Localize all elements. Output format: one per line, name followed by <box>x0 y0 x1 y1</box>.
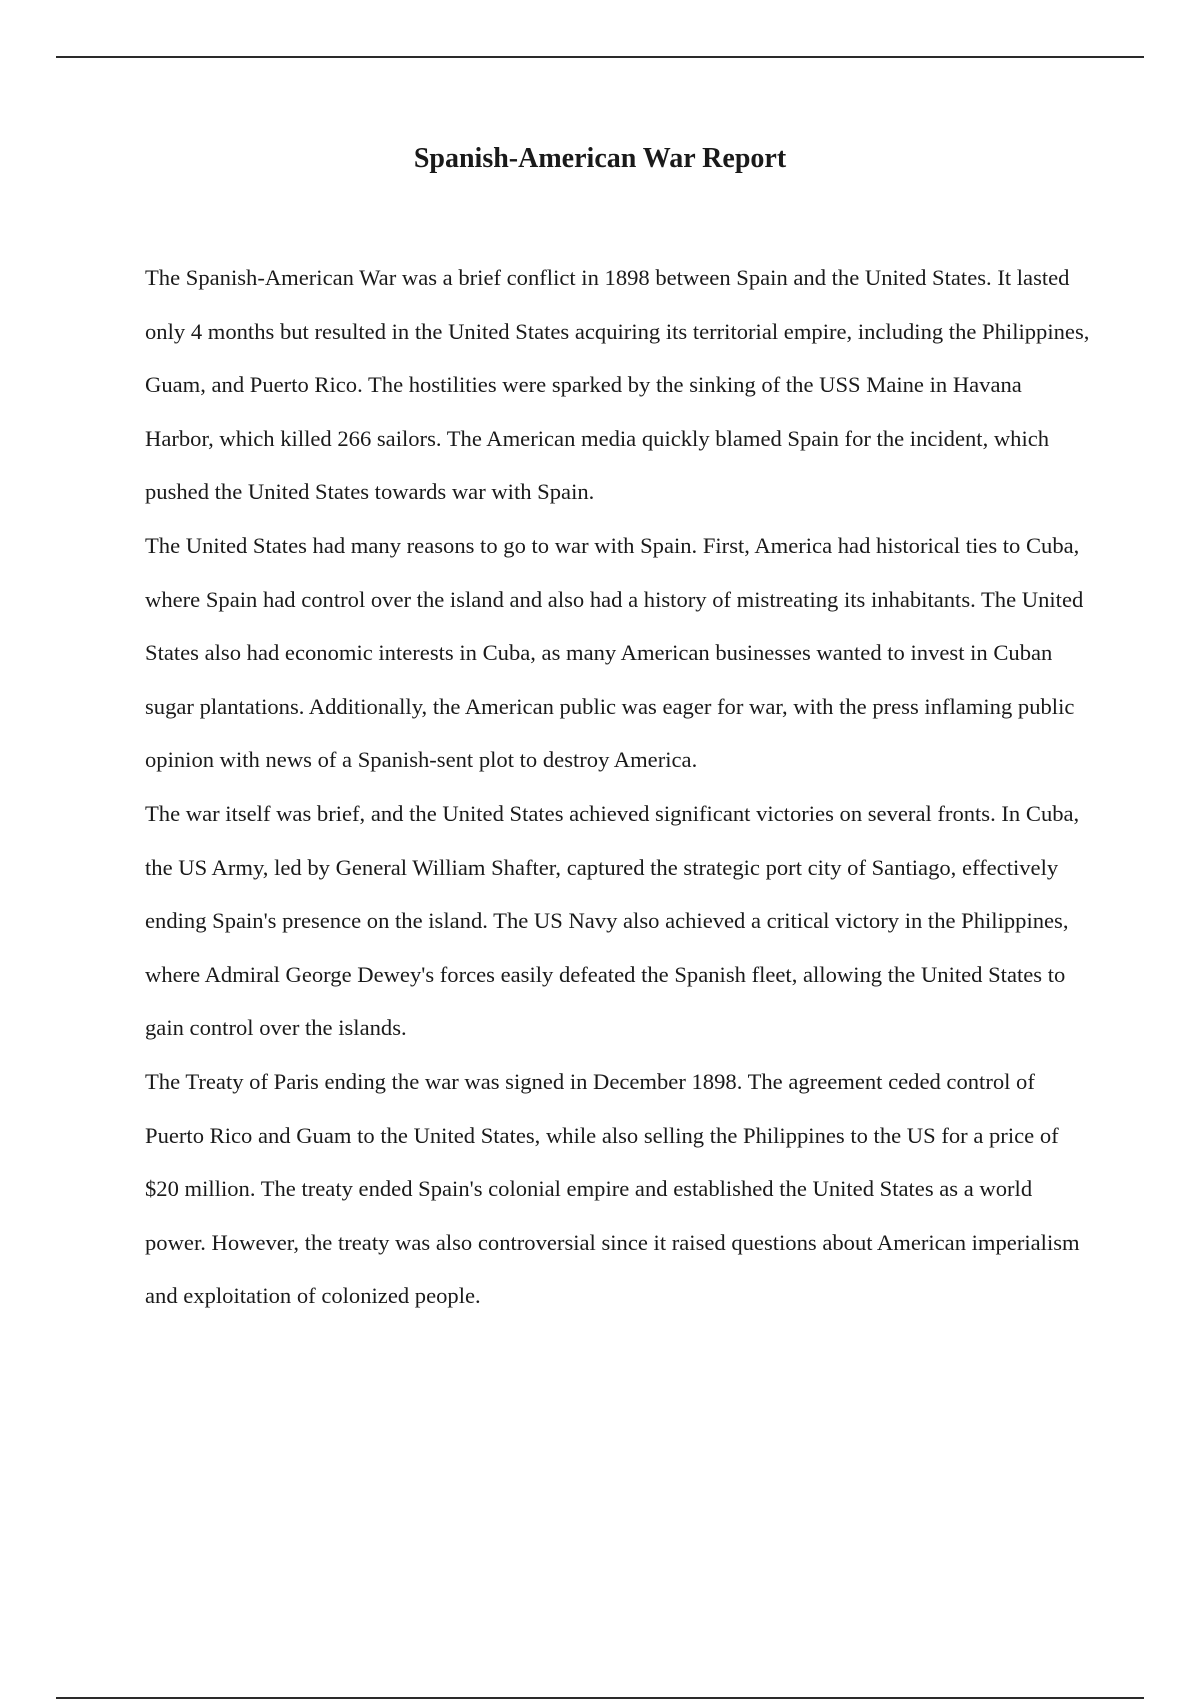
paragraph-war: The war itself was brief, and the United States achieved significant victories on several fronts. In Cuba, the US Army, led by General William Shafter, captured the strategic port city of Santiago, effectively ending Spain's presence on the island. The US Navy also achieved a critical victory in the Philippines, where Admiral George Dewey's forces easily defeated the Spanish fleet, allowing the United States to gain control over the islands. <box>145 800 1080 1041</box>
paragraph-treaty: The Treaty of Paris ending the war was signed in December 1898. The agreement ceded control of Puerto Rico and Guam to the United States, while also selling the Philippines to the US for a price of $20 million. The treaty ended Spain's colonial empire and established the United States as a world power. However, the treaty was also controversial since it raised questions about American imperialism and exploitation of colonized people. <box>145 1068 1080 1309</box>
paragraph-introduction: The Spanish-American War was a brief conflict in 1898 between Spain and the United States. It lasted only 4 months but resulted in the United States acquiring its territorial empire, including the Philippines, Guam, and Puerto Rico. The hostilities were sparked by the sinking of the USS Maine in Havana Harbor, which killed 266 sailors. The American media quickly blamed Spain for the incident, which pushed the United States towards war with Spain. <box>145 265 1090 505</box>
document-body <box>145 251 1090 1323</box>
bottom-divider <box>56 1697 1144 1699</box>
paragraph-reasons: The United States had many reasons to go to war with Spain. First, America had historical ties to Cuba, where Spain had control over the island and also had a history of mistreating its inhabitants. The United States also had economic interests in Cuba, as many American businesses wanted to invest in Cuban sugar plantations. Additionally, the American public was eager for war, with the press inflaming public opinion with news of a Spanish-sent plot to destroy America. <box>145 532 1084 773</box>
top-divider <box>56 56 1144 58</box>
document-title: Spanish-American War Report <box>413 143 787 174</box>
